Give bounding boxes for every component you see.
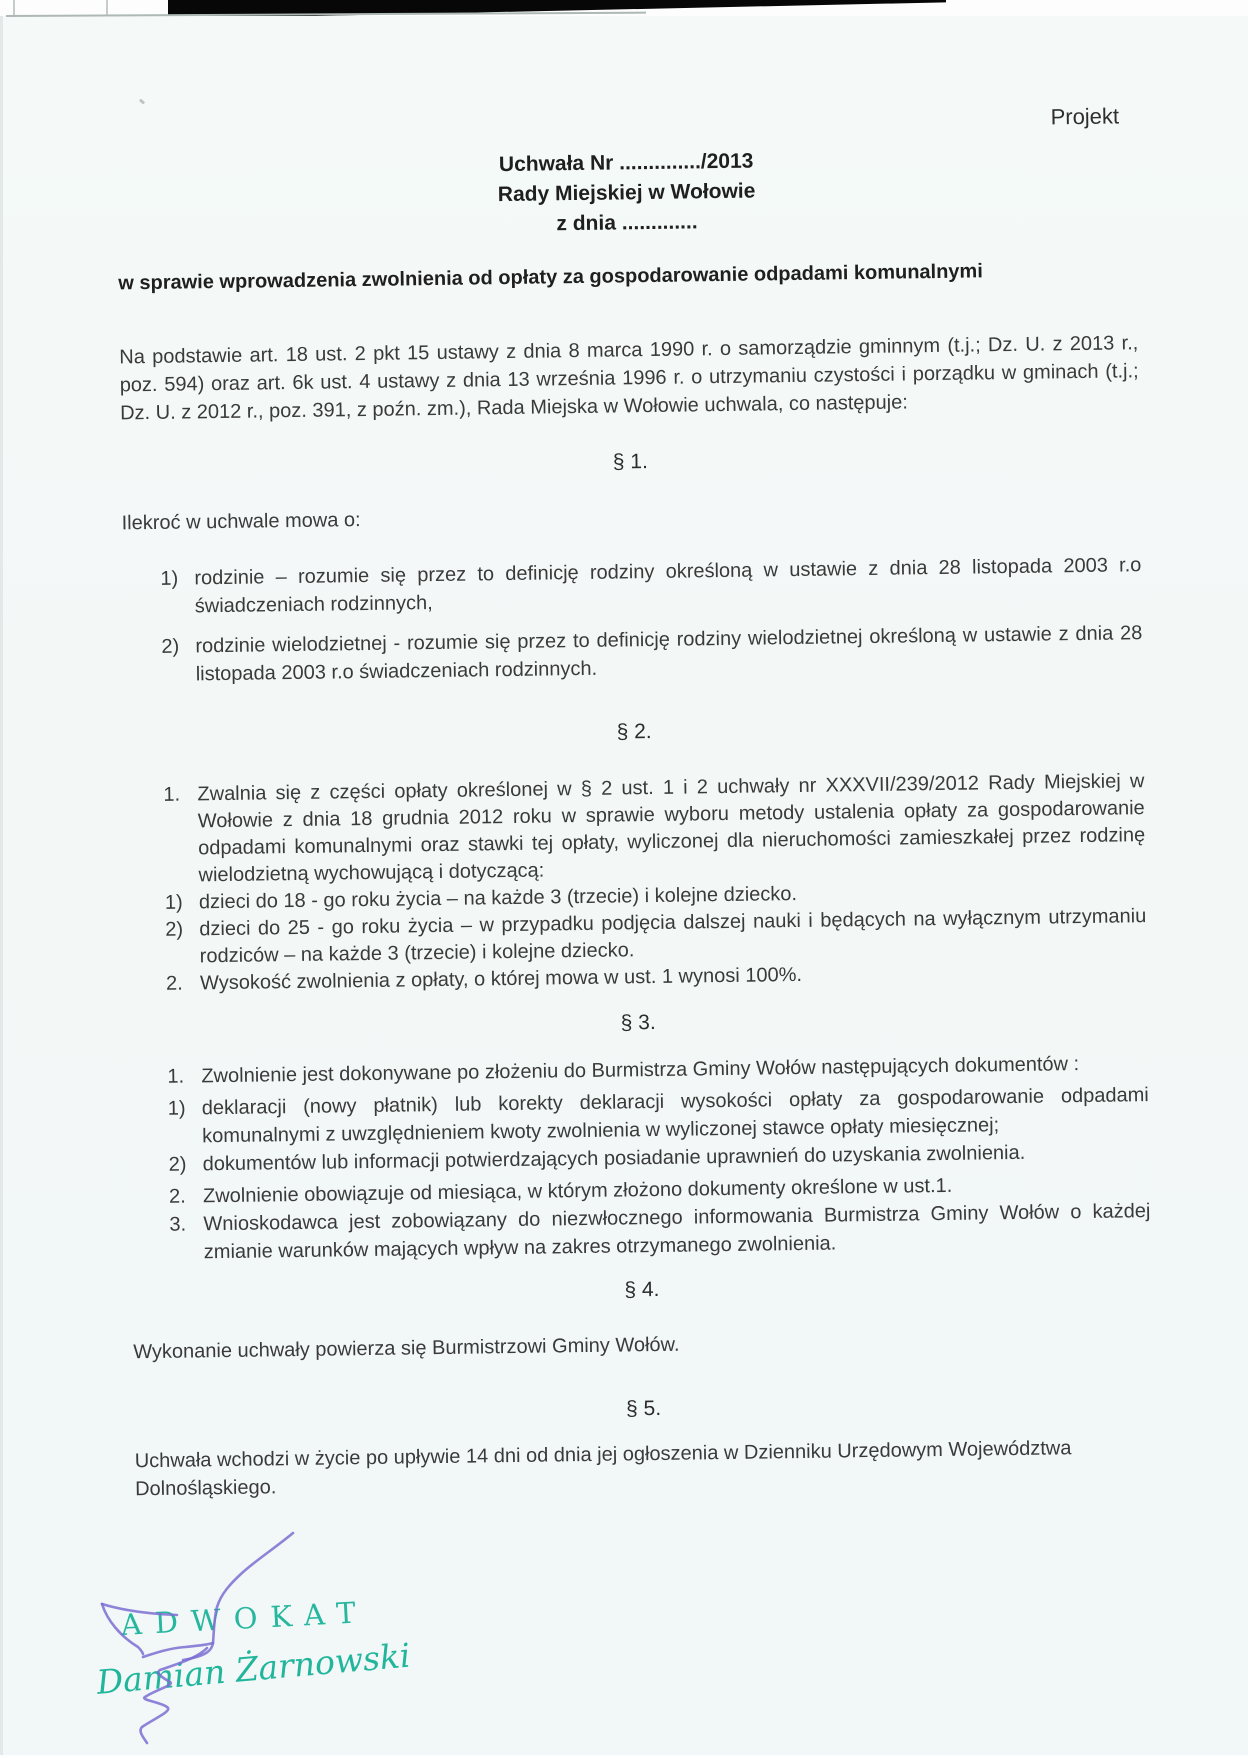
title-date-line: z dnia .............	[556, 210, 698, 236]
title-council-name: Rady Miejskiej w Wołowie	[497, 179, 756, 207]
handwritten-signature	[55, 1528, 355, 1758]
list-item	[161, 619, 1143, 689]
list-item-text: dzieci do 25 - go roku życia – w przypadku podjęcia dalszej nauki i będących na wyłącznym utrzymaniu rodziców – na każde 3 (trzecie) i kolejne dziecko.	[199, 905, 1147, 968]
section-4-body: Wykonanie uchwały powierza się Burmistrzowi Gminy Wołów.	[133, 1333, 680, 1364]
list-item-number: 3.	[169, 1213, 187, 1236]
section-1-list	[122, 551, 1143, 689]
list-item-text: dokumentów lub informacji potwierdzających posiadanie uprawnień do uzyskania zwolnienia.	[202, 1141, 1026, 1176]
list-item-number: 2.	[168, 1185, 186, 1208]
signature-stroke	[141, 1648, 207, 1743]
section-3-heading: § 3.	[620, 1010, 656, 1035]
legal-preamble: Na podstawie art. 18 ust. 2 pkt 15 ustawy z dnia 8 marca 1990 r. o samorządzie gminnym (t.j.; Dz. U. z 2013 r., poz. 594) oraz art. 6k ust. 4 ustawy z dnia 13 września 1996 r. o utrzymaniu czystości i porządku w gminach (t.j.; Dz. U. z 2012 r., poz. 391, z poźn. zm.), Rada Miejska w Wołowie uchwala, co następuje:	[119, 332, 1139, 425]
stamp-name-text: Damian Żarnowski	[95, 1635, 412, 1702]
section-3-list	[129, 1049, 1151, 1267]
list-item-text: Zwalnia się z części opłaty określonej w § 2 ust. 1 i 2 uchwały nr XXXVII/239/2012 Rady Miejskiej w Wołowie z dnia 18 grudnia 2012 roku w sprawie wyboru metody ustalenia opłaty za gospodarowanie odpadami komunalnymi oraz stawki tej opłaty, wyliczonej dla nieruchomości zamieszkałej przez rodzinę wielodzietną wychowującą i dotyczącą:	[197, 770, 1146, 887]
draft-tag: Projekt	[1050, 103, 1120, 130]
list-item-number: 2)	[165, 918, 184, 941]
list-item-number: 1)	[167, 1097, 186, 1120]
list-item-number: 1.	[163, 783, 181, 806]
list-item-text: Zwolnienie obowiązuje od miesiąca, w którym złożono dokumenty określone w ust.1.	[202, 1174, 953, 1208]
list-item	[163, 768, 1145, 890]
list-item-text: Zwolnienie jest dokonywane po złożeniu do Burmistrza Gminy Wołów następujących dokumentów :	[201, 1053, 1080, 1088]
subject-line: w sprawie wprowadzenia zwolnienia od opłaty za gospodarowanie odpadami komunalnymi	[118, 260, 983, 295]
document-page	[0, 16, 1248, 1755]
list-item-text: Wysokość zwolnienia z opłaty, o której mowa w ust. 1 wynosi 100%.	[199, 963, 803, 995]
list-item-number: 1)	[160, 567, 179, 590]
section-2-list	[125, 768, 1147, 998]
signature-stroke	[183, 1533, 293, 1660]
section-1-heading: § 1.	[612, 450, 649, 474]
section-5-heading: § 5.	[625, 1396, 662, 1421]
section-4-heading: § 4.	[624, 1277, 660, 1302]
list-item-text: Wnioskodawca jest zobowiązany do niezwłocznego informowania Burmistrza Gminy Wołów o każdej zmianie warunków mających wpływ na zakres otrzymanego zwolnienia.	[203, 1200, 1151, 1264]
list-item-number: 2)	[168, 1153, 187, 1176]
section-5-body: Uchwała wchodzi w życie po upływie 14 dni od dnia jej ogłoszenia w Dzienniku Urzędowym Województwa Dolnośląskiego.	[134, 1437, 1072, 1501]
section-2-heading: § 2.	[616, 720, 652, 744]
list-item-text: deklaracji (nowy płatnik) lub korekty deklaracji wysokości opłaty za gospodarowanie odpadami komunalnymi z uwzględnieniem kwoty zwolnienia w wyliczonej stawce opłaty miesięcznej;	[201, 1084, 1149, 1148]
list-item-number: 1.	[167, 1065, 185, 1088]
stamp-role-text: ADWOKAT	[120, 1595, 370, 1642]
section-1-intro: Ilekroć w uchwale mowa o:	[121, 509, 361, 535]
scan-artifact-line	[13, 0, 15, 16]
list-item-number: 2)	[161, 635, 180, 658]
signature-stroke	[102, 1604, 177, 1615]
document-title	[117, 141, 1137, 245]
list-item-number: 1)	[164, 891, 183, 914]
list-item-text: rodzinie wielodzietnej - rozumie się przez to definicję rodziny wielodzietnej określoną w ustawie z dnia 28 listopada 2003 r.o świadczeniach rodzinnych.	[195, 622, 1143, 686]
title-resolution-number: Uchwała Nr ............../2013	[498, 149, 754, 177]
list-item	[160, 551, 1142, 621]
list-item-text: dzieci do 18 - go roku życia – na każde 3 (trzecie) i kolejne dziecko.	[198, 882, 798, 914]
list-item-text: rodzinie – rozumie się przez to definicję rodziny określoną w ustawie z dnia 28 listopada 2003 r.o świadczeniach rodzinnych,	[194, 554, 1142, 618]
document-content	[3, 102, 1248, 1505]
list-item-number: 2.	[165, 972, 183, 995]
